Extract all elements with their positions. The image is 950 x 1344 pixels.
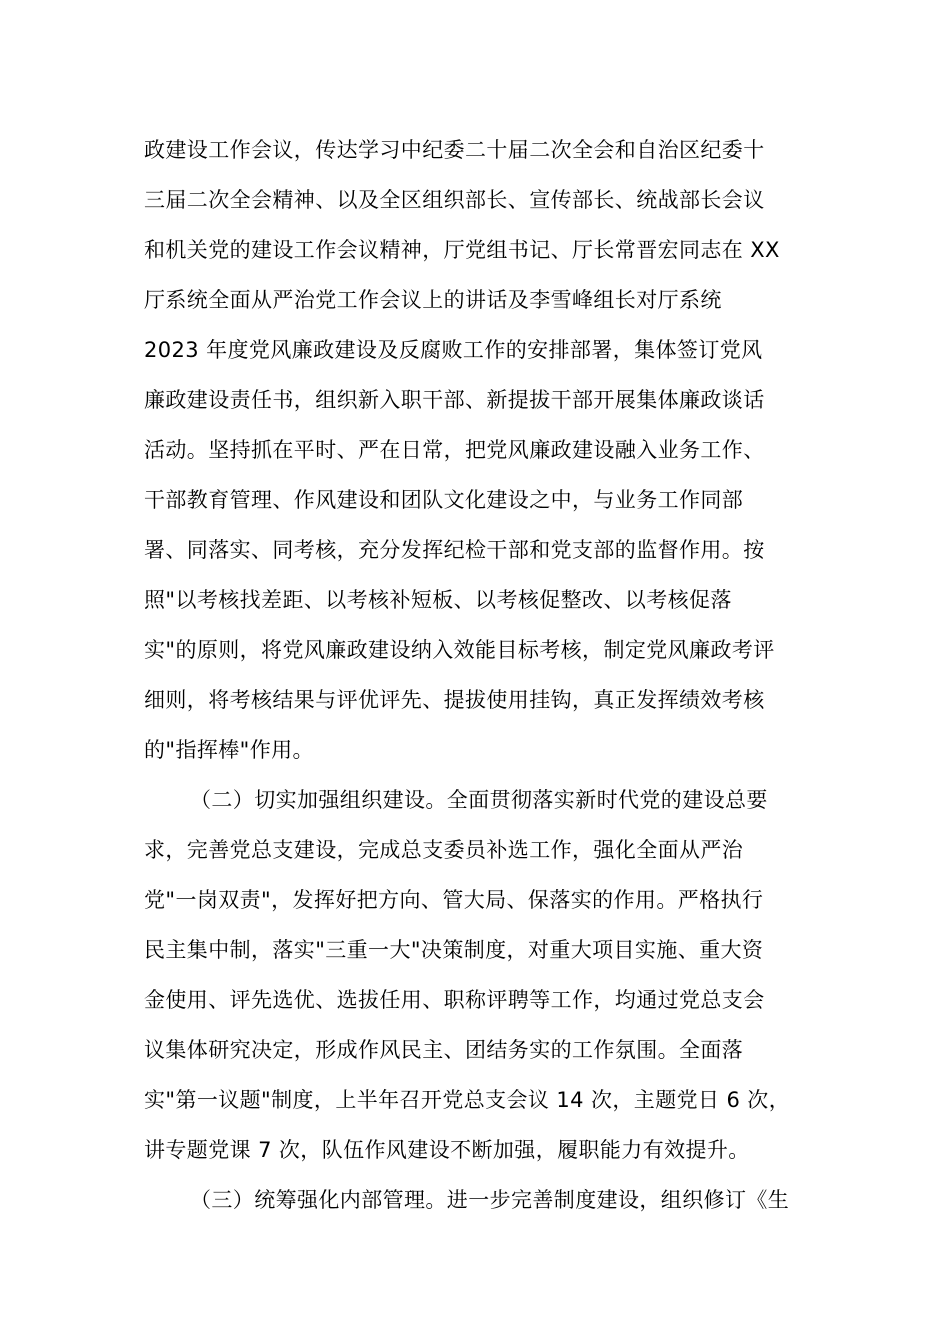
text-line: 干部教育管理、作风建设和团队文化建设之中，与业务工作同部 xyxy=(144,488,744,512)
section-heading-line: （二）切实加强组织建设。全面贯彻落实新时代党的建设总要 xyxy=(190,788,768,812)
text-line: 署、同落实、同考核，充分发挥纪检干部和党支部的监督作用。按 xyxy=(144,538,765,562)
text-line: 2023 年度党风廉政建设及反腐败工作的安排部署，集体签订党风 xyxy=(144,338,763,362)
text-line: 和机关党的建设工作会议精神，厅党组书记、厅长常晋宏同志在 XX xyxy=(144,238,780,262)
text-line: 议集体研究决定，形成作风民主、团结务实的工作氛围。全面落 xyxy=(144,1038,744,1062)
text-line: 活动。坚持抓在平时、严在日常，把党风廉政建设融入业务工作、 xyxy=(144,438,765,462)
text-line: 求，完善党总支建设，完成总支委员补选工作，强化全面从严治 xyxy=(144,838,744,862)
text-line: 照"以考核找差距、以考核补短板、以考核促整改、以考核促落 xyxy=(144,588,732,612)
text-line: 讲专题党课 7 次，队伍作风建设不断加强，履职能力有效提升。 xyxy=(144,1138,750,1162)
text-line: 政建设工作会议，传达学习中纪委二十届二次全会和自治区纪委十 xyxy=(144,138,765,162)
text-line: 三届二次全会精神、以及全区组织部长、宣传部长、统战部长会议 xyxy=(144,188,765,212)
text-line: 实"的原则，将党风廉政建设纳入效能目标考核，制定党风廉政考评 xyxy=(144,638,775,662)
text-line: 民主集中制，落实"三重一大"决策制度，对重大项目实施、重大资 xyxy=(144,938,764,962)
section-heading-line: （三）统筹强化内部管理。进一步完善制度建设，组织修订《生 xyxy=(190,1188,790,1212)
text-line: 实"第一议题"制度，上半年召开党总支会议 14 次，主题党日 6 次， xyxy=(144,1088,791,1112)
text-line: 金使用、评先选优、选拔任用、职称评聘等工作，均通过党总支会 xyxy=(144,988,765,1012)
text-line: 厅系统全面从严治党工作会议上的讲话及李雪峰组长对厅系统 xyxy=(144,288,722,312)
text-line: 的"指挥棒"作用。 xyxy=(144,738,314,762)
text-line: 廉政建设责任书，组织新入职干部、新提拔干部开展集体廉政谈话 xyxy=(144,388,765,412)
text-line: 细则，将考核结果与评优评先、提拔使用挂钩，真正发挥绩效考核 xyxy=(144,688,765,712)
text-line: 党"一岗双责"，发挥好把方向、管大局、保落实的作用。严格执行 xyxy=(144,888,764,912)
